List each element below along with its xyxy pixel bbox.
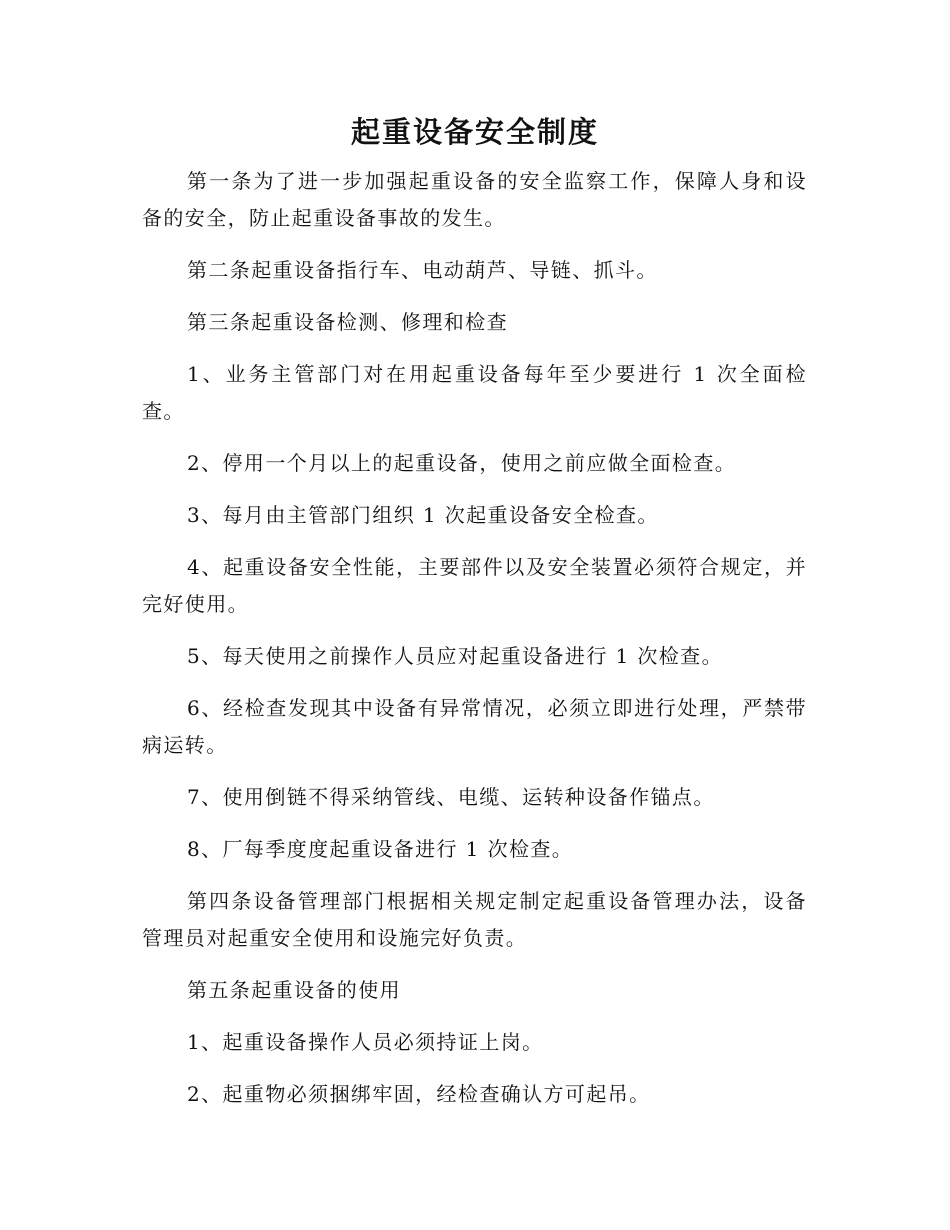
list-item: 8、厂每季度度起重设备进行 1 次检查。 (187, 837, 574, 861)
list-item: 5、每天使用之前操作人员应对起重设备进行 1 次检查。 (187, 644, 723, 668)
list-item: 2、停用一个月以上的起重设备，使用之前应做全面检查。 (187, 451, 737, 475)
paragraph-article-1: 第一条为了进一步加强起重设备的安全监察工作，保障人身和设备的安全，防止起重设备事故的发生。 (142, 169, 807, 230)
paragraph-article-3: 第三条起重设备检测、修理和检查 (187, 310, 508, 334)
list-item: 2、起重物必须捆绑牢固，经检查确认方可起吊。 (187, 1082, 651, 1106)
paragraph-article-4: 第四条设备管理部门根据相关规定制定起重设备管理办法，设备管理员对起重安全使用和设施完好负责。 (142, 889, 807, 950)
list-item: 1、业务主管部门对在用起重设备每年至少要进行 1 次全面检查。 (142, 362, 807, 423)
list-item: 1、起重设备操作人员必须持证上岗。 (187, 1030, 544, 1054)
paragraph-article-5: 第五条起重设备的使用 (187, 978, 401, 1002)
document-body (142, 163, 807, 1128)
list-item: 4、起重设备安全性能，主要部件以及安全装置必须符合规定，并完好使用。 (142, 555, 807, 616)
list-item: 6、经检查发现其中设备有异常情况，必须立即进行处理，严禁带病运转。 (142, 696, 807, 757)
list-item: 7、使用倒链不得采纳管线、电缆、运转种设备作锚点。 (187, 785, 715, 809)
list-item: 3、每月由主管部门组织 1 次起重设备安全检查。 (187, 503, 659, 527)
document-title: 起重设备安全制度 (350, 115, 599, 149)
paragraph-article-2: 第二条起重设备指行车、电动葫芦、导链、抓斗。 (187, 258, 658, 282)
